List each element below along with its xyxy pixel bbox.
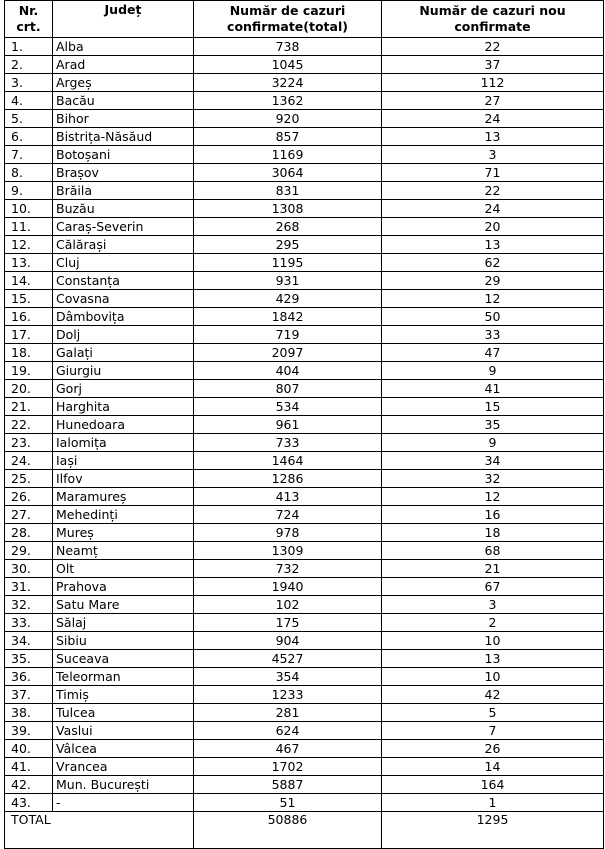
row-nr: 36.: [5, 668, 53, 686]
table-row: [5, 344, 604, 362]
table-row: [5, 56, 604, 74]
row-total: 2097: [194, 344, 382, 362]
row-new: 50: [382, 308, 604, 326]
row-new: 18: [382, 524, 604, 542]
table-row: [5, 272, 604, 290]
row-new: 24: [382, 200, 604, 218]
row-county: Galați: [53, 344, 194, 362]
row-nr: 18.: [5, 344, 53, 362]
row-county: Hunedoara: [53, 416, 194, 434]
row-nr: 43.: [5, 794, 53, 812]
row-new: 9: [382, 434, 604, 452]
row-total: 102: [194, 596, 382, 614]
table-row: [5, 200, 604, 218]
row-nr: 29.: [5, 542, 53, 560]
row-nr: 33.: [5, 614, 53, 632]
row-nr: 39.: [5, 722, 53, 740]
row-new: 21: [382, 560, 604, 578]
row-nr: 21.: [5, 398, 53, 416]
row-county: Bacău: [53, 92, 194, 110]
row-nr: 4.: [5, 92, 53, 110]
row-new: 12: [382, 488, 604, 506]
row-new: 3: [382, 596, 604, 614]
row-new: 41: [382, 380, 604, 398]
row-nr: 3.: [5, 74, 53, 92]
row-total: 1464: [194, 452, 382, 470]
table-row: [5, 362, 604, 380]
row-nr: 34.: [5, 632, 53, 650]
table-row: [5, 236, 604, 254]
row-nr: 17.: [5, 326, 53, 344]
row-county: Ialomița: [53, 434, 194, 452]
row-total: 732: [194, 560, 382, 578]
row-county: Sălaj: [53, 614, 194, 632]
row-nr: 12.: [5, 236, 53, 254]
table-row: [5, 560, 604, 578]
row-total: 1286: [194, 470, 382, 488]
row-new: 3: [382, 146, 604, 164]
row-nr: 9.: [5, 182, 53, 200]
row-county: Dolj: [53, 326, 194, 344]
row-total: 413: [194, 488, 382, 506]
row-county: Călărași: [53, 236, 194, 254]
row-county: Tulcea: [53, 704, 194, 722]
row-total: 1702: [194, 758, 382, 776]
table-row: [5, 92, 604, 110]
row-new: 29: [382, 272, 604, 290]
row-nr: 15.: [5, 290, 53, 308]
row-new: 1: [382, 794, 604, 812]
table-row: [5, 758, 604, 776]
row-county: Prahova: [53, 578, 194, 596]
row-new: 24: [382, 110, 604, 128]
row-county: Harghita: [53, 398, 194, 416]
row-county: Dâmbovița: [53, 308, 194, 326]
table-row: [5, 110, 604, 128]
row-new: 15: [382, 398, 604, 416]
row-county: Vrancea: [53, 758, 194, 776]
row-nr: 26.: [5, 488, 53, 506]
row-total: 724: [194, 506, 382, 524]
row-total: 467: [194, 740, 382, 758]
table-row: [5, 218, 604, 236]
total-cases: 50886: [194, 812, 382, 849]
row-total: 295: [194, 236, 382, 254]
header-new: Număr de cazuri nou confirmate: [382, 1, 604, 38]
row-total: 3224: [194, 74, 382, 92]
row-nr: 31.: [5, 578, 53, 596]
row-county: Satu Mare: [53, 596, 194, 614]
row-nr: 11.: [5, 218, 53, 236]
row-total: 268: [194, 218, 382, 236]
row-new: 164: [382, 776, 604, 794]
row-total: 831: [194, 182, 382, 200]
row-new: 62: [382, 254, 604, 272]
row-county: Arad: [53, 56, 194, 74]
row-total: 733: [194, 434, 382, 452]
table-row: [5, 704, 604, 722]
row-county: Brăila: [53, 182, 194, 200]
row-new: 68: [382, 542, 604, 560]
row-county: Sibiu: [53, 632, 194, 650]
row-new: 37: [382, 56, 604, 74]
row-total: 1362: [194, 92, 382, 110]
row-nr: 28.: [5, 524, 53, 542]
row-nr: 2.: [5, 56, 53, 74]
row-nr: 22.: [5, 416, 53, 434]
row-total: 51: [194, 794, 382, 812]
row-total: 1169: [194, 146, 382, 164]
row-nr: 19.: [5, 362, 53, 380]
table-row: [5, 452, 604, 470]
header-row: [5, 1, 604, 38]
row-nr: 13.: [5, 254, 53, 272]
row-county: Maramureș: [53, 488, 194, 506]
row-new: 22: [382, 38, 604, 56]
table-row: [5, 74, 604, 92]
row-total: 1309: [194, 542, 382, 560]
row-new: 32: [382, 470, 604, 488]
row-new: 16: [382, 506, 604, 524]
row-new: 7: [382, 722, 604, 740]
row-new: 13: [382, 128, 604, 146]
table-row: [5, 470, 604, 488]
table-row: [5, 596, 604, 614]
row-total: 1842: [194, 308, 382, 326]
row-county: Constanța: [53, 272, 194, 290]
covid-cases-table: [4, 0, 604, 849]
row-new: 112: [382, 74, 604, 92]
row-nr: 20.: [5, 380, 53, 398]
row-nr: 41.: [5, 758, 53, 776]
row-nr: 37.: [5, 686, 53, 704]
row-county: Argeș: [53, 74, 194, 92]
row-total: 281: [194, 704, 382, 722]
row-nr: 5.: [5, 110, 53, 128]
row-nr: 23.: [5, 434, 53, 452]
row-new: 42: [382, 686, 604, 704]
table-row: [5, 650, 604, 668]
row-new: 27: [382, 92, 604, 110]
row-total: 931: [194, 272, 382, 290]
table-row: [5, 776, 604, 794]
row-new: 47: [382, 344, 604, 362]
row-county: Vaslui: [53, 722, 194, 740]
row-nr: 25.: [5, 470, 53, 488]
table-row: [5, 434, 604, 452]
table-row: [5, 668, 604, 686]
row-county: Neamț: [53, 542, 194, 560]
header-county: Județ: [53, 1, 194, 38]
row-total: 404: [194, 362, 382, 380]
row-new: 5: [382, 704, 604, 722]
table-row: [5, 398, 604, 416]
table-row: [5, 290, 604, 308]
row-total: 1940: [194, 578, 382, 596]
table-body: [5, 38, 604, 812]
row-county: -: [53, 794, 194, 812]
row-nr: 24.: [5, 452, 53, 470]
table-row: [5, 578, 604, 596]
row-county: Bihor: [53, 110, 194, 128]
row-county: Suceava: [53, 650, 194, 668]
row-new: 20: [382, 218, 604, 236]
row-total: 354: [194, 668, 382, 686]
row-total: 961: [194, 416, 382, 434]
row-county: Alba: [53, 38, 194, 56]
row-new: 35: [382, 416, 604, 434]
row-nr: 14.: [5, 272, 53, 290]
row-total: 534: [194, 398, 382, 416]
table-row: [5, 542, 604, 560]
row-nr: 35.: [5, 650, 53, 668]
table-row: [5, 416, 604, 434]
row-total: 719: [194, 326, 382, 344]
row-total: 738: [194, 38, 382, 56]
table-row: [5, 686, 604, 704]
row-total: 3064: [194, 164, 382, 182]
table-row: [5, 506, 604, 524]
row-new: 71: [382, 164, 604, 182]
row-county: Bistrița-Năsăud: [53, 128, 194, 146]
row-total: 4527: [194, 650, 382, 668]
header-total: Număr de cazuri confirmate(total): [194, 1, 382, 38]
row-county: Giurgiu: [53, 362, 194, 380]
table-row: [5, 146, 604, 164]
row-new: 10: [382, 632, 604, 650]
table-row: [5, 722, 604, 740]
row-county: Gorj: [53, 380, 194, 398]
row-total: 1233: [194, 686, 382, 704]
table-row: [5, 488, 604, 506]
table-row: [5, 794, 604, 812]
row-county: Buzău: [53, 200, 194, 218]
table-row: [5, 128, 604, 146]
row-county: Vâlcea: [53, 740, 194, 758]
table-row: [5, 164, 604, 182]
row-new: 34: [382, 452, 604, 470]
row-nr: 10.: [5, 200, 53, 218]
row-total: 429: [194, 290, 382, 308]
row-new: 13: [382, 236, 604, 254]
row-total: 904: [194, 632, 382, 650]
table-row: [5, 308, 604, 326]
row-nr: 8.: [5, 164, 53, 182]
row-county: Covasna: [53, 290, 194, 308]
row-nr: 40.: [5, 740, 53, 758]
row-total: 978: [194, 524, 382, 542]
row-total: 1195: [194, 254, 382, 272]
total-label: TOTAL: [5, 812, 194, 849]
row-nr: 6.: [5, 128, 53, 146]
total-row: [5, 812, 604, 849]
row-county: Mureș: [53, 524, 194, 542]
row-total: 1045: [194, 56, 382, 74]
row-county: Mehedinți: [53, 506, 194, 524]
row-new: 14: [382, 758, 604, 776]
row-county: Teleorman: [53, 668, 194, 686]
row-new: 33: [382, 326, 604, 344]
row-new: 26: [382, 740, 604, 758]
row-total: 175: [194, 614, 382, 632]
row-total: 624: [194, 722, 382, 740]
row-new: 9: [382, 362, 604, 380]
row-total: 920: [194, 110, 382, 128]
row-county: Caraș-Severin: [53, 218, 194, 236]
table-row: [5, 632, 604, 650]
row-nr: 42.: [5, 776, 53, 794]
row-nr: 38.: [5, 704, 53, 722]
row-county: Brașov: [53, 164, 194, 182]
row-new: 67: [382, 578, 604, 596]
row-county: Olt: [53, 560, 194, 578]
row-nr: 1.: [5, 38, 53, 56]
table-row: [5, 524, 604, 542]
row-total: 857: [194, 128, 382, 146]
total-new-cases: 1295: [382, 812, 604, 849]
row-county: Ilfov: [53, 470, 194, 488]
row-county: Timiș: [53, 686, 194, 704]
row-county: Cluj: [53, 254, 194, 272]
row-county: Botoșani: [53, 146, 194, 164]
table-row: [5, 182, 604, 200]
table-row: [5, 38, 604, 56]
row-nr: 32.: [5, 596, 53, 614]
row-total: 807: [194, 380, 382, 398]
header-nr: Nr. crt.: [5, 1, 53, 38]
table-row: [5, 254, 604, 272]
row-total: 1308: [194, 200, 382, 218]
row-new: 13: [382, 650, 604, 668]
row-new: 10: [382, 668, 604, 686]
row-new: 2: [382, 614, 604, 632]
table-row: [5, 614, 604, 632]
table-row: [5, 740, 604, 758]
row-new: 12: [382, 290, 604, 308]
table-row: [5, 326, 604, 344]
row-county: Iași: [53, 452, 194, 470]
row-nr: 30.: [5, 560, 53, 578]
row-nr: 7.: [5, 146, 53, 164]
row-nr: 27.: [5, 506, 53, 524]
row-total: 5887: [194, 776, 382, 794]
table-row: [5, 380, 604, 398]
row-county: Mun. București: [53, 776, 194, 794]
row-new: 22: [382, 182, 604, 200]
row-nr: 16.: [5, 308, 53, 326]
